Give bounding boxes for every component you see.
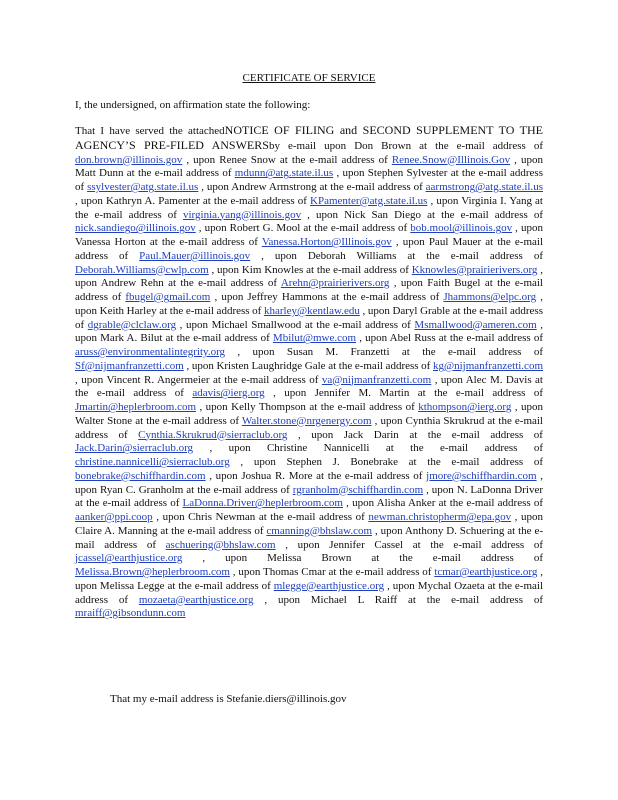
recipient-lead-text: , upon Renee Snow at the e-mail address of bbox=[186, 153, 392, 166]
recipient-email-link[interactable]: aarmstrong@atg.state.il.us bbox=[425, 181, 543, 193]
recipient-email-link[interactable]: newman.christopherm@epa.gov bbox=[368, 511, 512, 523]
recipient-email-link[interactable]: dgrable@clclaw.org bbox=[87, 318, 177, 331]
recipient-email-link[interactable]: Deborah.Williams@cwlp.com bbox=[75, 263, 209, 276]
recipient-lead-text: , upon Deborah Williams at the e-mail address of bbox=[261, 249, 543, 262]
recipient-lead-text: , upon Cynthia Skrukrud at the e-mail address of bbox=[75, 414, 543, 441]
recipient-lead-text: , upon Ryan C. Granholm at the e-mail address of bbox=[75, 469, 543, 496]
recipient-lead-text: , upon Kathryn A. Pamenter at the e-mail address of bbox=[75, 194, 311, 207]
recipient-lead-text: , upon Jennifer Cassel at the e-mail address of bbox=[285, 538, 543, 551]
recipient-email-link[interactable]: Melissa.Brown@heplerbroom.com bbox=[75, 566, 230, 578]
recipient-lead-text: , upon Joshua R. More at the e-mail address of bbox=[209, 469, 427, 482]
recipient-email-link[interactable]: Jack.Darin@sierraclub.org bbox=[75, 442, 194, 455]
recipient-email-link[interactable]: Kknowles@prairierivers.org bbox=[411, 263, 538, 276]
recipient-lead-text: , upon Andrew Rehn at the e-mail address of bbox=[75, 263, 543, 290]
service-paragraph bbox=[75, 124, 543, 621]
recipient-list bbox=[75, 154, 543, 620]
recipient-email-link[interactable]: Cynthia.Skrukrud@sierraclub.org bbox=[138, 428, 288, 441]
recipient-email-link[interactable]: christine.nannicelli@sierraclub.org bbox=[75, 456, 230, 468]
recipient-email-link[interactable]: aanker@ppi.coop bbox=[75, 511, 153, 523]
service-opening: That I have served the attached bbox=[75, 125, 225, 137]
recipient-lead-text: , upon Kristen Laughridge Gale at the e-mail address of bbox=[186, 359, 433, 372]
recipient-lead-text: , upon Keith Harley at the e-mail address of bbox=[75, 291, 543, 317]
recipient-email-link[interactable]: Vanessa.Horton@Illinois.gov bbox=[261, 236, 392, 248]
recipient-lead-text: , upon Michael Smallwood at the e-mail address of bbox=[179, 318, 415, 331]
recipient-email-link[interactable]: Walter.stone@nrgenergy.com bbox=[241, 414, 372, 427]
recipient-lead-text: , upon Abel Russ at the e-mail address of bbox=[359, 332, 543, 345]
recipient-lead-text: , upon Thomas Cmar at the e-mail address of bbox=[232, 566, 435, 578]
certificate-title: CERTIFICATE OF SERVICE bbox=[242, 72, 376, 84]
recipient-email-link[interactable]: bonebrake@schiffhardin.com bbox=[75, 469, 206, 482]
recipient-email-link[interactable]: Jhammons@elpc.org bbox=[443, 291, 537, 303]
recipient-email-link[interactable]: bob.mool@illinois.gov bbox=[410, 222, 513, 235]
first-recipient-lead: by e-mail upon Don Brown at the e-mail address of bbox=[268, 139, 543, 152]
recipient-lead-text: , upon Daryl Grable at the e-mail address of bbox=[75, 304, 543, 331]
recipient-email-link[interactable]: mlegge@earthjustice.org bbox=[273, 579, 385, 592]
recipient-email-link[interactable]: tcmar@earthjustice.org bbox=[434, 566, 538, 578]
recipient-lead-text: , upon Mychal Ozaeta at the e-mail address of bbox=[75, 579, 543, 606]
recipient-email-link[interactable]: kg@nijmanfranzetti.com bbox=[432, 359, 543, 372]
recipient-lead-text: , upon Robert G. Mool at the e-mail address of bbox=[198, 222, 411, 235]
recipient-email-link[interactable]: cmanning@bhslaw.com bbox=[266, 524, 373, 537]
recipient-lead-text: , upon Susan M. Franzetti at the e-mail address of bbox=[237, 346, 543, 358]
recipient-lead-text: , upon Kelly Thompson at the e-mail address of bbox=[199, 401, 419, 413]
recipient-email-link[interactable]: kthompson@ierg.org bbox=[418, 401, 512, 413]
recipient-email-link[interactable]: fbugel@gmail.com bbox=[125, 291, 211, 303]
recipient-email-link[interactable]: LaDonna.Driver@heplerbroom.com bbox=[182, 497, 343, 510]
recipient-lead-text: , upon Andrew Armstrong at the e-mail address of bbox=[201, 181, 426, 193]
recipient-email-link[interactable]: don.brown@illinois.gov bbox=[75, 153, 183, 166]
recipient-email-link[interactable]: Arehn@prairierivers.org bbox=[280, 277, 390, 290]
recipient-email-link[interactable]: KPamenter@atg.state.il.us bbox=[310, 194, 428, 207]
recipient-email-link[interactable]: Msmallwood@ameren.com bbox=[414, 318, 537, 331]
recipient-email-link[interactable]: mraiff@gibsondunn.com bbox=[75, 607, 186, 620]
recipient-lead-text: , upon Walter Stone at the e-mail address of bbox=[75, 401, 543, 427]
recipient-email-link[interactable]: aruss@environmentalintegrity.org bbox=[75, 346, 226, 358]
recipient-email-link[interactable]: mdunn@atg.state.il.us bbox=[234, 167, 334, 180]
recipient-email-link[interactable]: adavis@ierg.org bbox=[192, 387, 265, 400]
recipient-lead-text: , upon Paul Mauer at the e-mail address of bbox=[75, 236, 543, 262]
recipient-lead-text: , upon Jack Darin at the e-mail address of bbox=[297, 428, 543, 441]
recipient-email-link[interactable]: ssylvester@atg.state.il.us bbox=[87, 181, 199, 193]
recipient-email-link[interactable]: rgranholm@schiffhardin.com bbox=[292, 483, 424, 496]
recipient-email-link[interactable]: mozaeta@earthjustice.org bbox=[138, 593, 254, 606]
recipient-email-link[interactable]: aschuering@bhslaw.com bbox=[165, 538, 276, 551]
recipient-lead-text: , upon Anthony D. Schuering at the e-mail address of bbox=[75, 524, 543, 551]
recipient-lead-text: , upon Matt Dunn at the e-mail address of bbox=[75, 153, 543, 180]
recipient-lead-text: , upon Virginia I. Yang at the e-mail address of bbox=[75, 194, 543, 221]
recipient-email-link[interactable]: va@nijmanfranzetti.com bbox=[321, 373, 432, 386]
closing-statement: That my e-mail address is Stefanie.diers@illinois.gov bbox=[110, 693, 347, 705]
recipient-lead-text: , upon Melissa Brown at the e-mail address of bbox=[202, 552, 543, 565]
recipient-lead-text: , upon Vincent R. Angermeier at the e-mail address of bbox=[75, 373, 322, 386]
recipient-lead-text: , upon Mark A. Bilut at the e-mail address of bbox=[75, 318, 544, 345]
recipient-lead-text: , upon Jeffrey Hammons at the e-mail address of bbox=[214, 291, 444, 303]
recipient-lead-text: , upon Kim Knowles at the e-mail address of bbox=[211, 263, 412, 276]
affirmation-intro: I, the undersigned, on affirmation state the following: bbox=[75, 99, 311, 111]
recipient-email-link[interactable]: Sf@nijmanfranzetti.com bbox=[75, 359, 184, 372]
recipient-lead-text: , upon Faith Bugel at the e-mail address of bbox=[75, 277, 543, 303]
recipient-lead-text: , upon Stephen Sylvester at the e-mail address of bbox=[75, 167, 543, 193]
recipient-email-link[interactable]: jcassel@earthjustice.org bbox=[75, 552, 183, 565]
recipient-email-link[interactable]: jmore@schiffhardin.com bbox=[426, 469, 537, 482]
recipient-email-link[interactable]: nick.sandiego@illinois.gov bbox=[75, 222, 196, 235]
recipient-lead-text: , upon Alisha Anker at the e-mail address of bbox=[346, 497, 543, 510]
recipient-lead-text: , upon Chris Newman at the e-mail address of bbox=[156, 511, 369, 523]
recipient-lead-text: , upon Christine Nannicelli at the e-mail address of bbox=[209, 442, 543, 455]
recipient-email-link[interactable]: Mbilut@mwe.com bbox=[272, 332, 357, 345]
document-name: NOTICE OF FILING and SECOND SUPPLEMENT TO THE AGENCY’S PRE-FILED ANSWERS bbox=[75, 123, 543, 152]
recipient-lead-text: , upon Vanessa Horton at the e-mail address of bbox=[75, 222, 543, 248]
recipient-lead-text: , upon Nick San Diego at the e-mail address of bbox=[307, 208, 543, 221]
recipient-lead-text: , upon Alec M. Davis at the e-mail address of bbox=[75, 373, 543, 400]
recipient-lead-text: , upon Michael L Raiff at the e-mail address of bbox=[264, 593, 543, 606]
recipient-email-link[interactable]: Renee.Snow@Illinois.Gov bbox=[391, 153, 511, 166]
recipient-lead-text: , upon Jennifer M. Martin at the e-mail address of bbox=[273, 387, 543, 400]
recipient-email-link[interactable]: Paul.Mauer@illinois.gov bbox=[139, 249, 251, 262]
recipient-lead-text: , upon Stephen J. Bonebrake at the e-mail address of bbox=[240, 456, 543, 468]
recipient-email-link[interactable]: virginia.yang@illinois.gov bbox=[183, 208, 302, 221]
recipient-lead-text: , upon Melissa Legge at the e-mail address of bbox=[75, 566, 543, 592]
recipient-email-link[interactable]: Jmartin@heplerbroom.com bbox=[75, 401, 197, 413]
recipient-lead-text: , upon Claire A. Manning at the e-mail address of bbox=[75, 511, 544, 537]
recipient-lead-text: , upon N. LaDonna Driver at the e-mail address of bbox=[75, 483, 544, 510]
recipient-email-link[interactable]: kharley@kentlaw.edu bbox=[263, 304, 360, 317]
